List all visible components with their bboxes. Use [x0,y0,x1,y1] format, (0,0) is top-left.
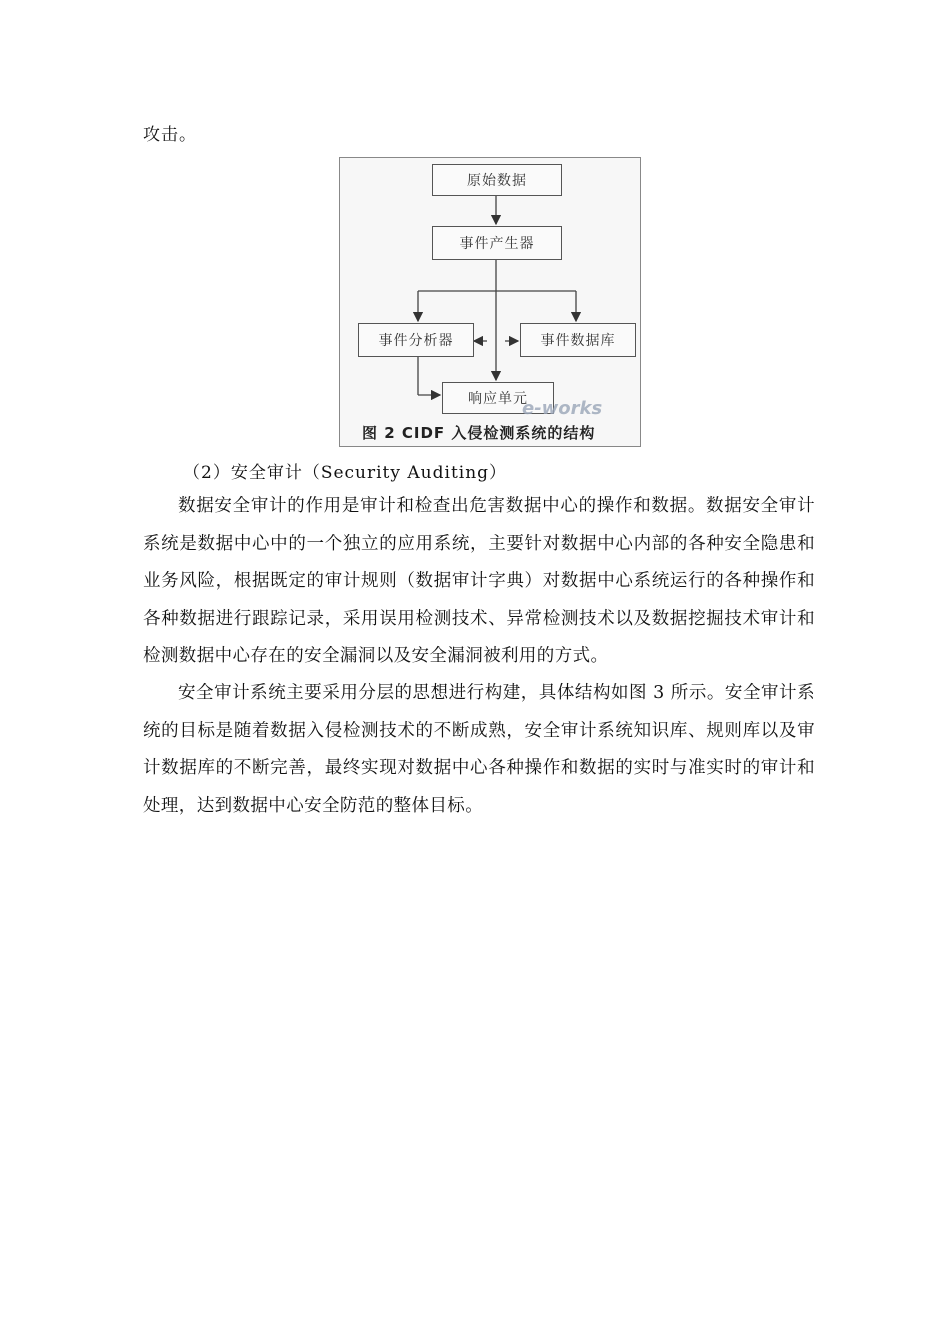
response-unit-box: 响应单元 [442,382,554,414]
event-analyzer-box: 事件分析器 [358,323,474,357]
e-works-watermark: e-works [522,398,603,419]
event-database-box: 事件数据库 [520,323,636,357]
figure-caption: 图 2 CIDF 入侵检测系统的结构 [362,424,596,442]
paragraph-audit-structure: 安全审计系统主要采用分层的思想进行构建，具体结构如图 3 所示。安全审计系统的目标是随着数据入侵检测技术的不断成熟，安全审计系统知识库、规则库以及审计数据库的不断完善，最终实现对数据中心各种操作和数据的实时与准实时的审计和处理，达到数据中心安全防范的整体目标。 [143,683,815,816]
lead-text: 攻击。 [143,125,197,145]
section-heading: （2）安全审计（Security Auditing） [183,463,508,483]
raw-data-box: 原始数据 [432,164,562,196]
paragraph-audit-purpose: 数据安全审计的作用是审计和检查出危害数据中心的操作和数据。数据安全审计系统是数据中心中的一个独立的应用系统，主要针对数据中心内部的各种安全隐患和业务风险，根据既定的审计规则（数据审计字典）对数据中心系统运行的各种操作和各种数据进行跟踪记录，采用误用检测技术、异常检测技术以及数据挖掘技术审计和检测数据中心存在的安全漏洞以及安全漏洞被利用的方式。 [143,496,815,666]
cidf-figure [339,157,641,447]
event-generator-box: 事件产生器 [432,226,562,260]
